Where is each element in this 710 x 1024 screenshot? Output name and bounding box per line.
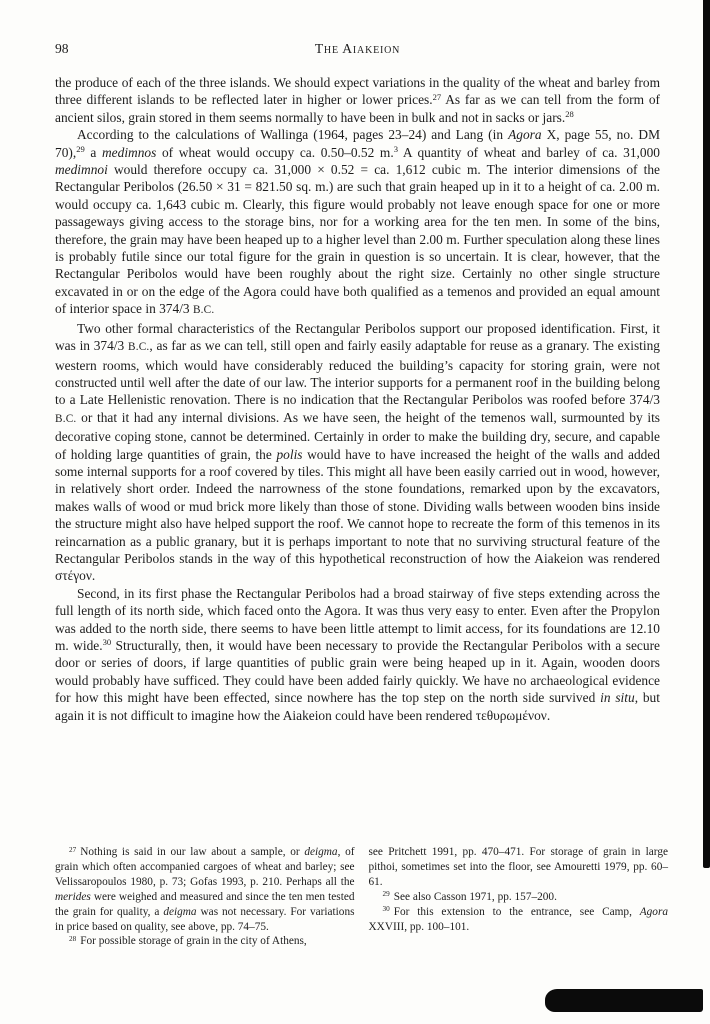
body-text-block (55, 74, 660, 724)
footnote-27-marker: 27 (69, 845, 77, 854)
text-segment: See also Casson 1971, pp. 157–200. (393, 890, 557, 903)
text-segment: B.C. (55, 412, 77, 425)
text-segment: were weighed and measured and since the ten men tested the grain for quality, a (55, 890, 355, 918)
footnote-29 (369, 890, 669, 905)
text-segment: As far as we can tell from the form of ancient silos, grain stored in them seems normally to have been in bulk and not in sacks or jars. (55, 92, 660, 125)
footnote-29-text (394, 891, 557, 903)
footnote-28 (55, 934, 355, 949)
text-segment: B.C. (127, 341, 150, 354)
footnote-28-marker: 28 (69, 935, 77, 944)
footnotes-right-column (369, 845, 669, 949)
footnote-reference: 27 (432, 91, 442, 102)
text-segment: in situ (600, 690, 635, 706)
footnote-reference: 28 (565, 109, 574, 120)
scan-artifact-right-edge-bar (703, 0, 710, 868)
footnote-27 (55, 845, 355, 934)
text-segment: XXVIII, pp. 100–101. (368, 920, 470, 933)
text-segment: A quantity of wheat and barley of ca. 31,000 (397, 144, 660, 160)
text-segment: polis (276, 446, 303, 462)
text-segment: Second, in its first phase the Rectangular Peribolos had a broad stairway of five steps extending across the full length of its north side, which faced onto the Agora. It was thus very easy to enter. Even after the Propylon was added to the north side, there seems to have been little attempt to limit access, for its foundations are 12.10 m. wide. (55, 585, 660, 653)
text-segment: , as far as we can tell, still open and fairly easily adaptable for reuse as a granary. The existing western rooms, which would have considerably reduced the building’s capacity for storing grain, were not constructed until well after the date of our law. The interior supports for a permanent roof in the building belong to a Late Hellenistic renovation. There is no indication that the Rectangular Peribolos was roofed before 374/3 (55, 338, 660, 408)
text-segment: , of grain which often accompanied cargoes of wheat and barley; see Velissaropoulos 1980, p. 73; Gofas 1993, p. 210. Perhaps all the (55, 846, 355, 888)
text-segment: Two other formal characteristics of the Rectangular Peribolos support our proposed identification. First, it was in 374/3 (55, 320, 660, 354)
text-segment: would have to have increased the height of the walls and added some internal supports for a roof covered by tiles. This might all have been easily carried out in wood, however, in relatively short order. Indeed the narrowness of the stone foundations, remarked upon by the excavators, makes walls of wood or mud brick more likely than those of stone. Dividing walls between wooden bins inside the structure might also have helped support the roof. We cannot hope to recreate the form of this temenos in its reincarnation as a public granary, but it is perhaps important to note that no surviving structural feature of the Rectangular Peribolos stands in the way of this hypothetical reconstruction of how the Aiakeion was rendered στέγον. (55, 446, 660, 584)
footnote-30-marker: 30 (382, 905, 390, 914)
text-segment: B.C. (192, 304, 215, 317)
text-segment: or that it had any internal divisions. As we have seen, the height of the temenos wall, surmounted by its decorative coping stone, cannot be determined. Certainly in order to make the building dry, secure, and capable of holding large quantities of grain, the (55, 409, 660, 462)
footnote-reference: 30 (102, 637, 112, 648)
text-segment: was not necessary. For variations in price based on quality, see above, pp. 74–75. (55, 905, 355, 933)
footnote-30-text (369, 906, 669, 933)
footnotes-block (55, 845, 668, 949)
text-segment: Agora (639, 905, 668, 918)
page-number: 98 (55, 41, 69, 56)
footnote-reference: 29 (76, 143, 85, 154)
running-title: The Aiakeion (314, 41, 401, 56)
footnotes-left-column (55, 845, 355, 949)
text-segment: merides (55, 890, 91, 903)
text-segment: X, page 55, no. DM 70), (55, 127, 660, 160)
footnote-29-marker: 29 (382, 890, 390, 899)
paragraph-4 (55, 585, 660, 724)
footnote-28-text (80, 935, 307, 947)
footnote-30 (369, 905, 669, 935)
text-segment: medimnoi (55, 162, 108, 178)
footnote-28-continuation-text (369, 846, 669, 888)
footnote-28-continuation (369, 845, 669, 890)
text-segment: of wheat would occupy ca. 0.50–0.52 m. (156, 144, 394, 160)
text-segment: the produce of each of the three islands. We should expect variations in the quality of the wheat and barley from three different islands to be reflected later in higher or lower prices. (55, 75, 660, 108)
text-segment: a (84, 144, 103, 160)
text-segment: According to the calculations of Wallinga (1964, pages 23–24) and Lang (in (77, 127, 509, 143)
text-segment: medimnos (102, 144, 157, 160)
paragraph-3 (55, 320, 660, 585)
text-segment: For this extension to the entrance, see Camp, (393, 905, 640, 918)
footnote-reference: 3 (393, 143, 398, 154)
text-segment: Agora (508, 127, 542, 143)
scan-artifact-bottom-edge-bar (545, 989, 703, 1012)
text-segment: Nothing is said in our law about a sample, or (80, 846, 305, 858)
paragraph-1 (55, 74, 660, 126)
footnote-27-text (55, 846, 355, 933)
text-segment: deigma (163, 905, 197, 918)
text-segment: , but again it is not difficult to imagine how the Aiakeion could have been rendered τεθυρωμένον. (55, 690, 660, 723)
text-segment: see Pritchett 1991, pp. 470–471. For storage of grain in large pithoi, sometimes set into the floor, see Amouretti 1979, pp. 60–61. (368, 846, 668, 888)
text-segment: would therefore occupy ca. 31,000 × 0.52 = ca. 1,612 cubic m. The interior dimensions of the Rectangular Peribolos (26.50 × 31 = 821.50 sq. m.) are such that grain heaped up in it to a height of ca. 2.00 m. would occupy ca. 1,643 cubic m. Clearly, this figure would probably not leave enough space for one or more passageways giving access to the storage bins, nor for a working area for the ten men. In some of the bins, therefore, the grain may have been heaped up to a higher level than 2.00 m. Further speculation along these lines is probably futile since our total figure for the grain in question is so uncertain. It is clear, however, that the Rectangular Peribolos would have been roughly about the right size. Certainly no other single structure excavated in or on the edge of the Agora could have both qualified as a temenos and provided an equal amount of interior space in 374/3 (55, 162, 660, 317)
paragraph-2 (55, 126, 660, 319)
text-segment: For possible storage of grain in the city of Athens, (80, 935, 307, 948)
text-segment: deigma (304, 846, 338, 858)
text-segment: Structurally, then, it would have been necessary to provide the Rectangular Peribolos with a secure door or series of doors, if large quantities of public grain were being heaped up in it. Again, wooden doors would probably have sufficed. They could have been added fairly quickly. We have no archaeological evidence for how this might have been effected, since nowhere has the top step on the north side survived (55, 638, 660, 706)
running-head (55, 41, 660, 59)
